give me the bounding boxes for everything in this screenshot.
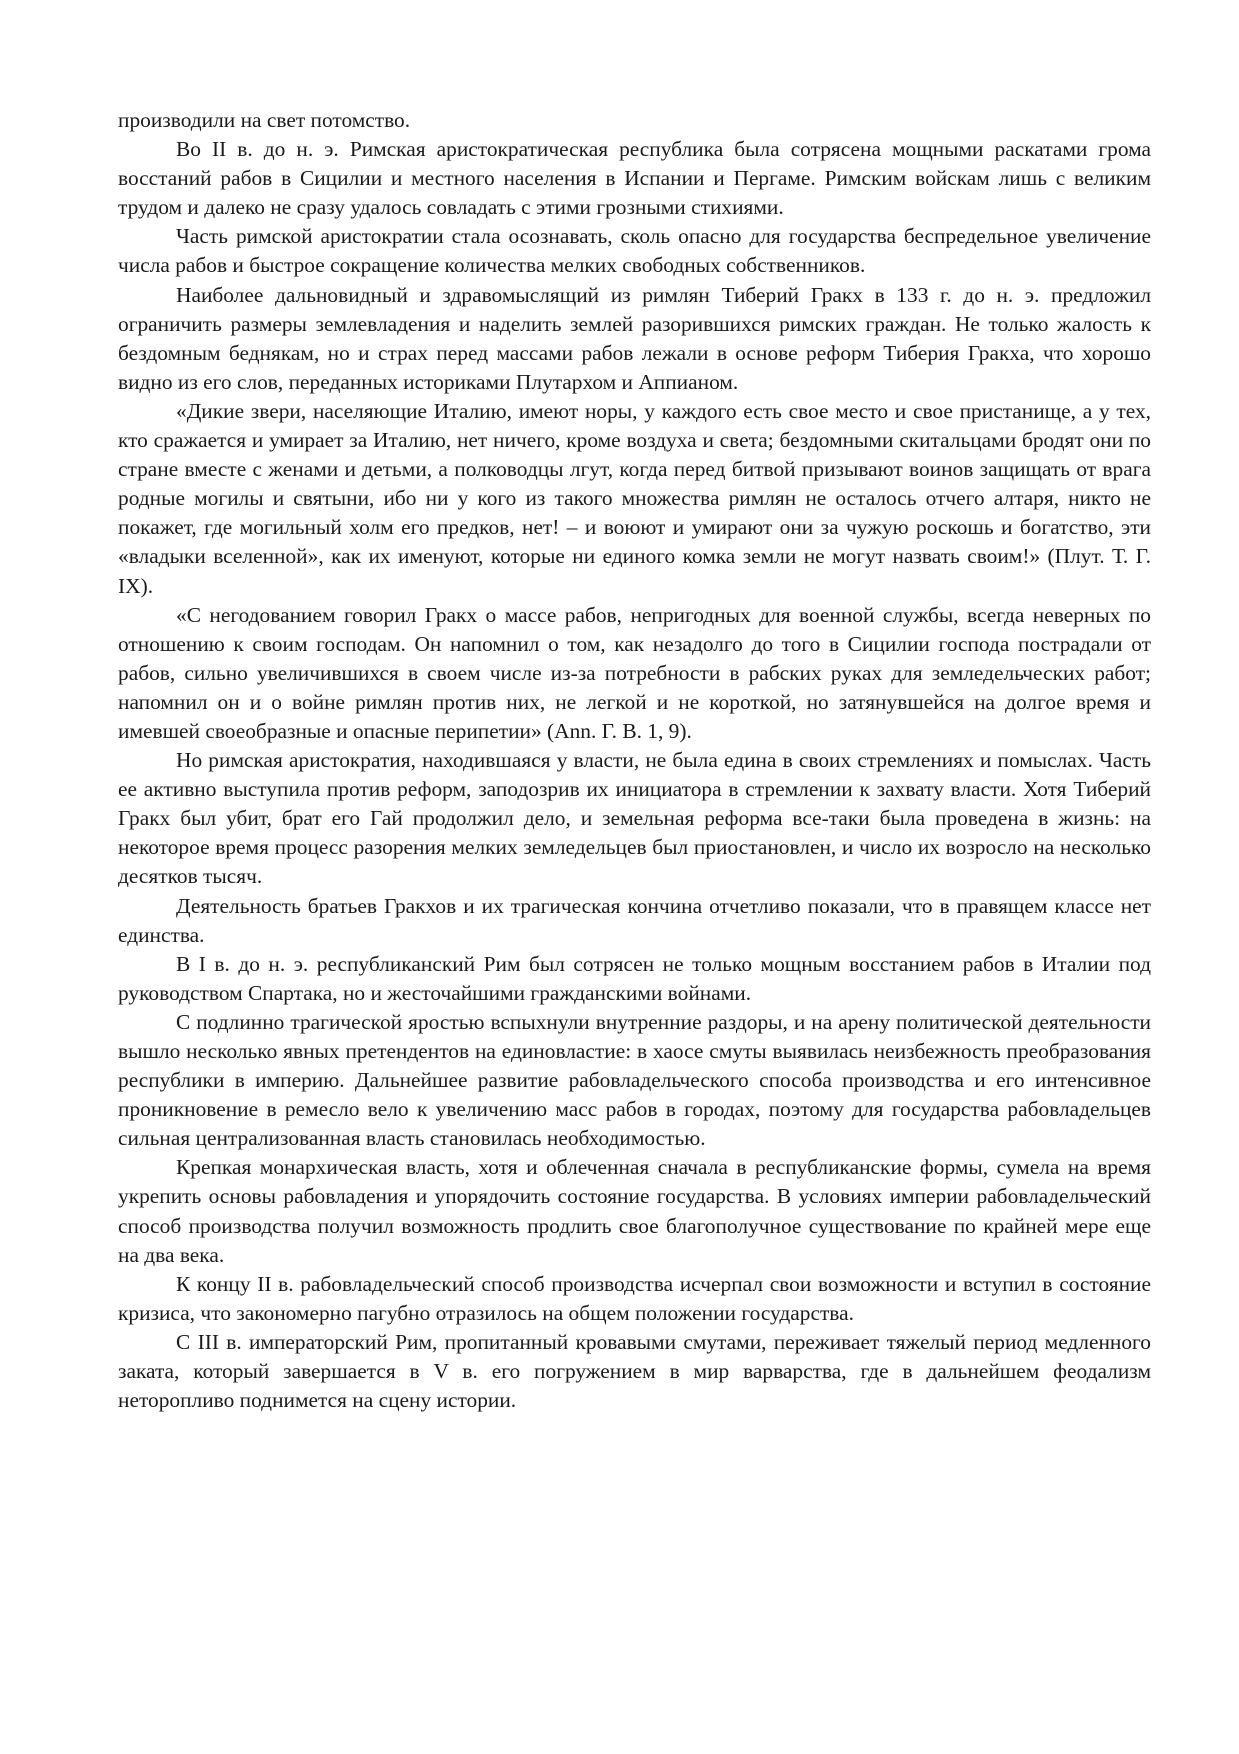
paragraph-9: В I в. до н. э. республиканский Рим был сотрясен не только мощным восстанием рабов в Италии под руководством Спартака, но и жесточайшими гражданскими войнами. <box>118 951 1151 1005</box>
paragraph-13: С III в. императорский Рим, пропитанный кровавыми смутами, переживает тяжелый период медленного заката, который завершается в V в. его погружением в мир варварства, где в дальнейшем феодализм неторопливо поднимется на сцену истории. <box>118 1329 1151 1413</box>
paragraph-1: производили на свет потомство. <box>118 108 411 132</box>
paragraph-11: Крепкая монархическая власть, хотя и облеченная сначала в республиканские формы, сумела на время укрепить основы рабовладения и упорядочить состояние государства. В условиях империи рабовладельческий способ производства получил возможность продлить свое благополучное существование по крайней мере еще на два века. <box>118 1155 1151 1267</box>
paragraph-4: Наиболее дальновидный и здравомыслящий из римлян Тиберий Гракх в 133 г. до н. э. предложил ограничить размеры землевладения и наделить землей разорившихся римских граждан. Не только жалость к бездомным беднякам, но и страх перед массами рабов лежали в основе реформ Тиберия Гракха, что хорошо видно из его слов, переданных историками Плутархом и Аппианом. <box>118 282 1151 394</box>
paragraph-5-quote-plutarch: «Дикие звери, населяющие Италию, имеют норы, у каждого есть свое место и свое пристанище, а у тех, кто сражается и умирает за Италию, нет ничего, кроме воздуха и света; бездомными скитальцами бродят они по стране вместе с женами и детьми, а полководцы лгут, когда перед битвой призывают воинов защищать от врага родные могилы и святыни, ибо ни у кого из такого множества римлян не осталось отчего алтаря, никто не покажет, где могильный холм его предков, нет! – и воюют и умирают они за чужую роскошь и богатство, эти «владыки вселенной», как их именуют, которые ни единого комка земли не могут назвать своим!» (Плут. Т. Г. IX). <box>118 398 1151 598</box>
paragraph-12: К концу II в. рабовладельческий способ производства исчерпал свои возможности и вступил в состояние кризиса, что закономерно пагубно отразилось на общем положении государства. <box>118 1271 1151 1325</box>
paragraph-10: С подлинно трагической яростью вспыхнули внутренние раздоры, и на арену политической деятельности вышло несколько явных претендентов на единовластие: в хаосе смуты выявилась неизбежность преобразования республики в империю. Дальнейшее развитие рабовладельческого способа производства и его интенсивное проникновение в ремесло вело к увеличению масс рабов в городах, поэтому для государства рабовладельцев сильная централизованная власть становилась необходимостью. <box>118 1009 1151 1151</box>
paragraph-8: Деятельность братьев Гракхов и их трагическая кончина отчетливо показали, что в правящем классе нет единства. <box>118 893 1151 947</box>
paragraph-3: Часть римской аристократии стала осознавать, сколь опасно для государства беспредельное увеличение числа рабов и быстрое сокращение количества мелких свободных собственников. <box>118 224 1151 278</box>
document-page <box>118 106 1151 1415</box>
paragraph-6-quote-appian: «С негодованием говорил Гракх о массе рабов, непригодных для военной службы, всегда неверных по отношению к своим господам. Он напомнил о том, как незадолго до того в Сицилии господа пострадали от рабов, сильно увеличившихся в своем числе из-за потребности в рабских руках для земледельческих работ; напомнил он и о войне римлян против них, не легкой и не короткой, но затянувшейся на долгое время и имевшей своеобразные и опасные перипетии» (Ann. Г. В. 1, 9). <box>118 602 1151 743</box>
paragraph-7: Но римская аристократия, находившаяся у власти, не была едина в своих стремлениях и помыслах. Часть ее активно выступила против реформ, заподозрив их инициатора в стремлении к захвату власти. Хотя Тиберий Гракх был убит, брат его Гай продолжил дело, и земельная реформа все-таки была проведена в жизнь: на некоторое время процесс разорения мелких земледельцев был приостановлен, и число их возросло на несколько десятков тысяч. <box>118 748 1151 889</box>
paragraph-2: Во II в. до н. э. Римская аристократическая республика была сотрясена мощными раскатами грома восстаний рабов в Сицилии и местного населения в Испании и Пергаме. Римским войскам лишь с великим трудом и далеко не сразу удалось совладать с этими грозными стихиями. <box>118 137 1151 220</box>
